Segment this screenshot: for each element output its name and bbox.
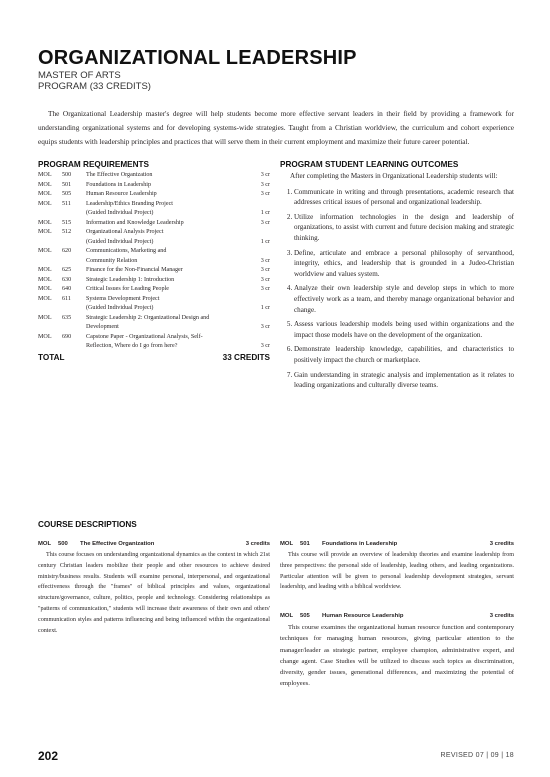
requirement-row [38,314,270,333]
total-label: TOTAL [38,353,65,362]
course-descriptions-heading: COURSE DESCRIPTIONS [38,520,137,529]
course-number: 500 [58,541,68,547]
req-title-sub: Reflection, Where do I go from here? [86,343,178,349]
req-course-number: 640 [62,286,72,292]
outcome-item: 7. Gain understanding in strategic analysis and implementation as it relates to leading organizations and culturally diverse teams. [294,370,514,391]
requirement-row [38,266,270,276]
req-title-sub: (Guided Individual Project) [86,238,154,245]
req-course-credits: 1 cr [260,238,270,245]
outcomes-list [280,187,514,391]
req-title-sub: (Guided Individual Project) [86,305,154,311]
outcome-item: 6. Demonstrate leadership knowledge, capabilities, and characteristics to positively impact the church or marketplace. [294,344,514,365]
outcome-item: 5. Assess various leadership models being used within organizations and the impact those models have on the development of the organization. [294,319,514,340]
req-course-code: MOL [38,333,52,340]
req-course-number: 611 [62,295,71,302]
req-title-sub: (Guided Individual Project) [86,210,154,216]
req-title-line: Systems Development Project [86,295,160,302]
requirement-row [38,228,270,247]
intro-paragraph: The Organizational Leadership master's degree will help students become more effective servant leaders in their field by providing a framework for understanding organizational systems and for developing systems-wide strategies. Taught from a Christian worldview, the curriculum and cohort experience equips students with leadership principles and practices that will serve them in their current employment and maximize their future career potential. [38,109,514,146]
req-course-code: MOL [38,267,52,273]
outcome-item: 2. Utilize information technologies in the design and leadership of organizations, to assist with current and future decision making and strategic thinking. [294,212,514,244]
req-course-title [86,247,250,266]
req-course-number: 625 [62,267,72,273]
req-course-credits: 3 cr [260,276,270,283]
req-course-credits: 3 cr [260,343,270,349]
req-course-code: MOL [38,276,52,283]
revision-date: REVISED 07 | 09 | 18 [440,752,514,759]
req-course-title [86,333,250,352]
req-title-line: Communications, Marketing and [86,248,167,254]
requirement-row [38,190,270,200]
requirement-row [38,285,270,295]
requirement-row [38,295,270,314]
req-course-number: 635 [62,314,72,321]
req-course-number: 501 [62,181,72,188]
req-title-line: Critical Issues for Leading People [86,286,169,292]
req-course-code: MOL [38,219,52,226]
course-credits: 3 credits [245,541,270,547]
total-row [38,353,270,362]
learning-outcomes-heading: PROGRAM STUDENT LEARNING OUTCOMES [280,160,459,169]
req-course-credits: 3 cr [260,172,270,178]
requirement-row [38,276,270,286]
req-title-line: Information and Knowledge Leadership [86,219,184,226]
requirement-row [38,219,270,229]
req-course-title [86,276,250,286]
req-course-credits: 3 cr [260,181,270,188]
course-number: 501 [300,541,310,547]
course-title: The Effective Organization [80,541,155,547]
req-course-title [86,266,250,276]
req-course-number: 505 [62,191,72,197]
req-course-code: MOL [38,181,52,188]
course-description-501 [280,540,514,593]
course-code: MOL [38,541,52,547]
req-course-title [86,314,250,333]
program-credits-label: PROGRAM (33 CREDITS) [38,81,151,92]
req-title-sub: Development [86,324,119,330]
req-course-code: MOL [38,229,52,235]
req-course-credits: 3 cr [260,219,270,226]
page-subtitle [38,70,151,92]
course-header [280,540,514,549]
requirements-list [38,171,270,352]
req-course-credits: 3 cr [260,257,270,264]
req-title-line: Organizational Analysis Project [86,229,164,235]
req-title-line: The Effective Organization [86,172,153,178]
outcome-item: 4. Analyze their own leadership style and develop steps in which to more effectively work as a team, and thereby manage organizational behavior and change. [294,283,514,315]
outcome-item: 3. Define, articulate and embrace a personal philosophy of servanthood, integrity, ethics, and leadership that is grounded in a Judeo-Christian worldview and values system. [294,248,514,280]
req-course-code: MOL [38,191,52,197]
req-course-number: 515 [62,219,72,226]
req-course-number: 512 [62,229,72,235]
req-course-title [86,200,250,219]
req-course-title [86,295,250,314]
req-course-number: 630 [62,276,72,283]
course-text: This course examines the organizational human resource function and contemporary techniques for managing human resources, giving particular attention to the manager/leader as strategic partner, employee champion, administrative expert, and change agent. Case Studies will be utilized to discuss such topics as discrimination, diversity, gender issues, generational differences, and maximizing the potential of employees. [280,624,514,688]
outcome-item: 1. Communicate in writing and through presentations, academic research that addresses critical issues of personal and organizational leadership. [294,187,514,208]
req-title-line: Human Resource Leadership [86,191,157,197]
req-course-title [86,171,250,181]
course-number: 505 [300,613,310,619]
req-course-code: MOL [38,295,52,302]
req-course-credits: 1 cr [260,305,270,311]
requirement-row [38,181,270,191]
course-credits: 3 credits [489,613,514,619]
requirement-row [38,200,270,219]
req-course-credits: 3 cr [260,324,270,330]
req-course-number: 620 [62,248,72,254]
req-course-credits: 3 cr [260,191,270,197]
req-course-number: 500 [62,172,72,178]
req-course-title [86,228,250,247]
req-course-code: MOL [38,172,52,178]
outcomes-section [280,171,514,395]
outcomes-lead: After completing the Masters in Organizational Leadership students will: [290,172,498,180]
req-course-title [86,285,250,295]
req-course-code: MOL [38,286,52,292]
req-course-number: 690 [62,333,72,340]
req-title-line: Leadership/Ethics Branding Project [86,200,173,207]
page-title: ORGANIZATIONAL LEADERSHIP [38,47,357,69]
req-title-line: Capstone Paper - Organizational Analysis, Self- [86,333,203,340]
req-title-line: Finance for the Non-Financial Manager [86,267,183,273]
req-title-sub: Community Relation [86,257,138,264]
course-text: This course focuses on understanding organizational dynamics as the context in which 21st century Christian leaders mobilize their people and other resources to achieve desired ministry/business results. Students will examine personal, interpersonal, and organizational effectiveness through the "frames" of biblical principles and values, organizational structure/governance, culture, politics, people and technology. Considering relationships as "patterns of communication," students will increase their awareness of their own and others' communication styles and patterns influencing and being influenced within the organizational context. [38,552,270,634]
course-title: Foundations in Leadership [322,541,398,547]
course-description-500 [38,540,270,636]
req-title-line: Strategic Leadership 2: Organizational Design and [86,314,210,321]
course-title: Human Resource Leadership [322,613,404,619]
page-number: 202 [38,749,59,763]
requirement-row [38,333,270,352]
requirement-row [38,247,270,266]
req-title-line: Strategic Leadership 1: Introduction [86,276,175,283]
req-course-number: 511 [62,200,71,207]
req-course-title [86,219,250,229]
req-course-title [86,181,250,191]
req-course-code: MOL [38,200,52,207]
program-requirements-heading: PROGRAM REQUIREMENTS [38,160,149,169]
req-course-credits: 3 cr [260,286,270,292]
course-credits: 3 credits [489,541,514,547]
total-credits: 33 CREDITS [222,353,270,362]
course-description-505 [280,612,514,690]
req-course-credits: 1 cr [260,210,270,216]
req-course-code: MOL [38,248,52,254]
degree-label: MASTER OF ARTS [38,70,121,81]
course-text: This course will provide an overview of leadership theories and examine leadership from three perspectives: the personal side of leadership, leading others, and leading organizations. Particular attention will be given to personal leadership development strategies, servant leadership, and leading with a biblical worldview. [280,552,514,591]
course-code: MOL [280,613,294,619]
req-title-line: Foundations in Leadership [86,181,151,188]
req-course-title [86,190,250,200]
course-code: MOL [280,541,294,547]
req-course-credits: 3 cr [260,267,270,273]
course-header [38,540,270,549]
requirement-row [38,171,270,181]
course-header [280,612,514,621]
req-course-code: MOL [38,314,52,321]
